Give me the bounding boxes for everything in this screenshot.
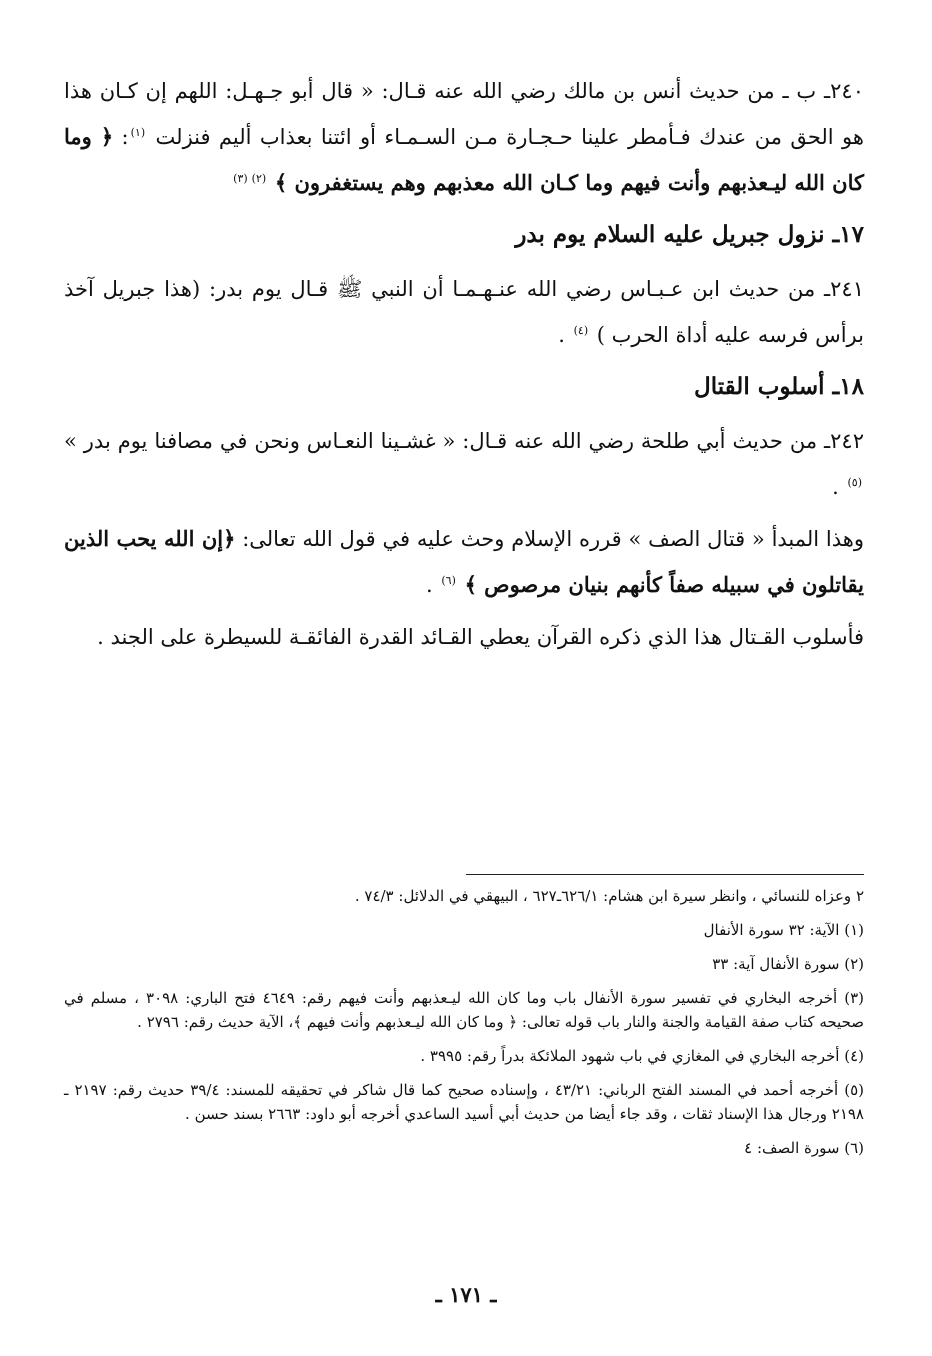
section-heading-18: ١٨ـ أسلوب القتال [694,373,864,400]
section-heading-17: ١٧ـ نزول جبريل عليه السلام يوم بدر [515,221,864,248]
period: . [425,573,433,597]
quran-verse-anfal-33: ﴿ وما كان الله ليـعذبهم وأنت فيهم وما كـان الله معذبهم وهم يستغفرون ﴾ [64,124,864,195]
period: . [832,475,839,499]
footnote-6: (٦) سورة الصف: ٤ [744,1139,864,1157]
footnote-4: (٤) أخرجه البخاري في المغازي في باب شهود الملائكة بدراً رقم: ٣٩٩٥ . [420,1047,864,1065]
colon: : [121,125,129,149]
footnote-ref-1: (١) [130,126,146,139]
hadith-241-text: ٢٤١ـ من حديث ابن عـبـاس رضي الله عنـهـمـا أن النبي ﷺ قـال يوم بدر: (هذا جبريل آخذ برأس فرسه عليه أداة الحرب ) [64,277,864,347]
closing-paragraph: فأسلوب القـتال هذا الذي ذكره القرآن يعطي القـائد القدرة الفائقـة للسيطرة على الجند . [97,625,864,649]
hadith-241 [64,268,864,356]
footnote-2: (٢) سورة الأنفال آية: ٣٣ [712,955,864,973]
main-text [64,70,864,668]
principle-paragraph [64,518,864,606]
footnote-5: (٥) أخرجه أحمد في المسند الفتح الرباني: ٤٣/٢١ ، وإسناده صحيح كما قال شاكر في تحقيقه للمسند: ٣٩/٤ حديث رقم: ٢١٩٧ ـ ٢١٩٨ ورجال هذا الإسناد ثقات ، وقد جاء أيضا من حديث أبي أسيد الساعدي أخرجه أبو داود: ٢٦٦٣ بسند حسن . [64,1081,864,1123]
footnote-1: (١) الآية: ٣٢ سورة الأنفال [703,921,864,939]
footnote-ref-4: (٤) [573,324,589,337]
footnote-separator [466,874,864,875]
footnote-ref-2: (٢) [251,172,267,185]
page-number: ـ ١٧١ ـ [435,1282,497,1307]
footnote-ref-3: (٣) [233,172,248,185]
footnotes [64,884,864,1170]
footnote-3: (٣) أخرجه البخاري في تفسير سورة الأنفال باب وما كان الله ليـعذبهم وأنت فيهم رقم: ٤٦٤٩ فتح الباري: ٣٠٩٨ ، مسلم في صحيحه كتاب صفة القيامة والجنة والنار باب قوله تعالى: ﴿ وما كان الله ليـعذبهم وأنت فيهم ﴾، الآية حديث رقم: ٢٧٩٦ . [64,989,865,1031]
quran-verse-saff-4: ﴿إن الله يحب الذين يقاتلون في سبيله صفاً كأنهم بنيان مرصوص ﴾ [64,526,864,597]
hadith-242 [64,420,864,508]
period: . [558,323,565,347]
footnote-ref-5: (٥) [847,476,862,489]
hadith-240 [64,70,864,204]
footnote-continuation: ٢ وعزاه للنسائي ، وانظر سيرة ابن هشام: ٦٢٦/١ـ٦٢٧ ، البيهقي في الدلائل: ٧٤/٣ . [354,887,864,905]
hadith-240-text: ٢٤٠ـ ب ـ من حديث أنس بن مالك رضي الله عنه قـال: « قال أبو جـهـل: اللهم إن كـان هذا هو الحق من عندك فـأمطر علينا حـجـارة مـن السـمـاء أو ائتنا بعذاب أليم فنزلت [64,79,864,149]
hadith-242-text: ٢٤٢ـ من حديث أبي طلحة رضي الله عنه قـال: « غشـينا النعـاس ونحن في مصافنا يوم بدر » [64,429,864,453]
principle-text: وهذا المبدأ « قتال الصف » قرره الإسلام وحث عليه في قول الله تعالى: [242,527,864,551]
footnote-ref-6: (٦) [441,574,456,587]
